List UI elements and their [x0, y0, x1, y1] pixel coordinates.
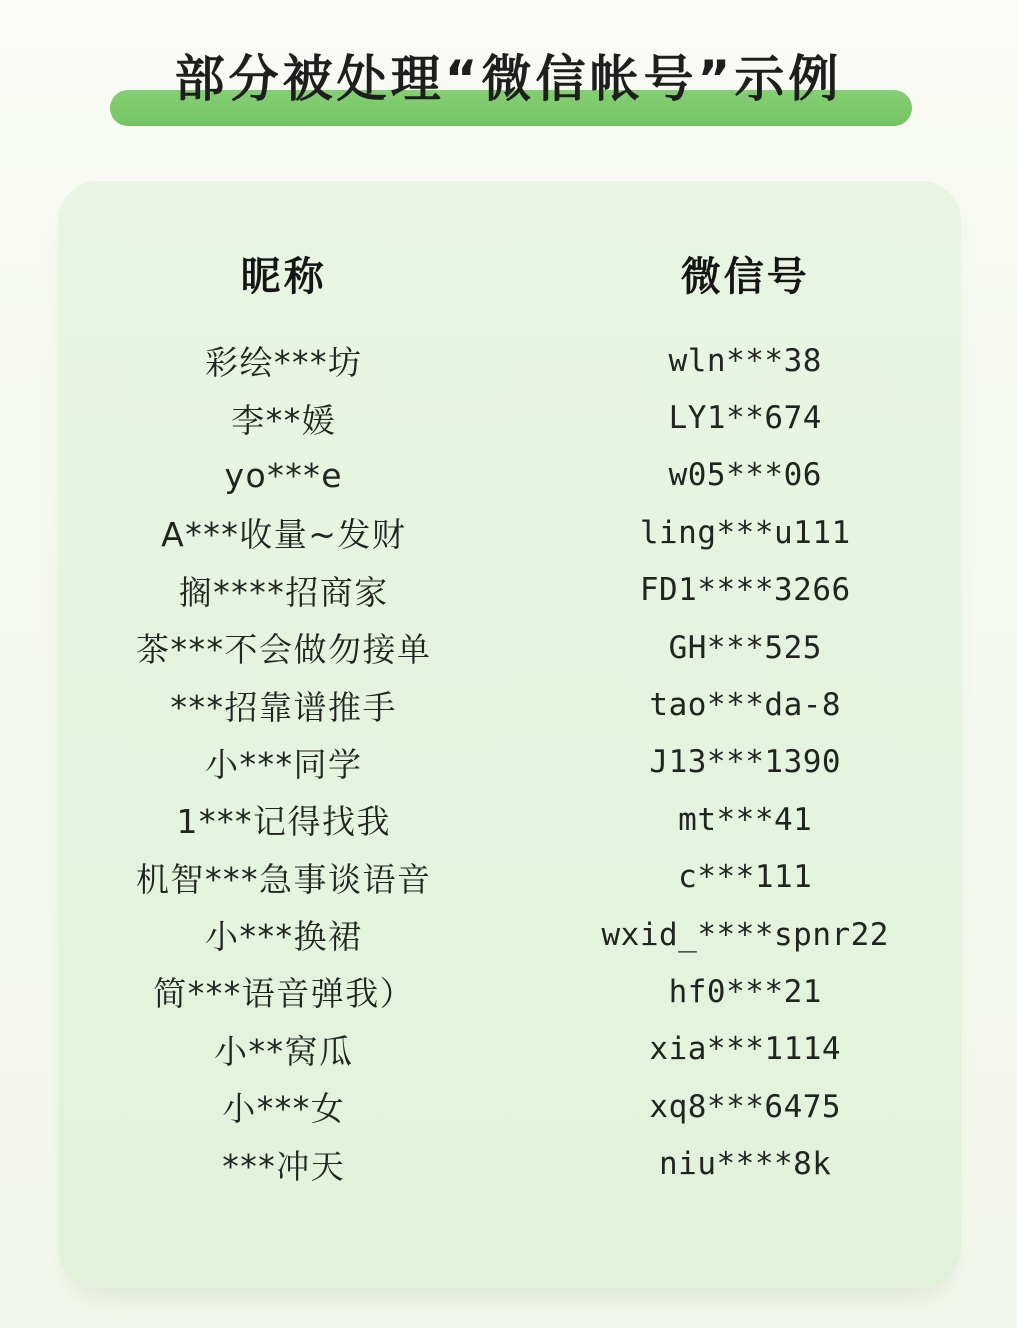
table-row [58, 447, 961, 504]
table-row [58, 791, 961, 848]
table-row [58, 963, 961, 1020]
wechat-id-cell: tao***da-8 [649, 687, 842, 724]
wechat-id-cell: ling***u111 [639, 514, 851, 551]
table-row [58, 734, 961, 791]
wechat-id-cell: J13***1390 [649, 744, 842, 781]
nickname-cell: 茶***不会做勿接单 [136, 630, 432, 670]
table-header-row [58, 245, 961, 299]
nickname-cell: 小***同学 [205, 744, 363, 784]
table-row [58, 1078, 961, 1135]
nickname-cell: 搁****招商家 [178, 572, 389, 612]
nickname-cell: 简***语音弹我） [153, 974, 415, 1014]
wechat-id-cell: xq8***6475 [649, 1088, 842, 1125]
wechat-id-cell: mt***41 [678, 801, 813, 838]
wechat-id-cell: GH***525 [668, 629, 822, 666]
table-row [58, 1135, 961, 1192]
nickname-cell: 1***记得找我 [176, 802, 391, 842]
table-row [58, 849, 961, 906]
wechat-id-cell: xia***1114 [649, 1031, 842, 1068]
page-header [0, 0, 1017, 160]
page-title: 部分被处理“微信帐号”示例 [174, 50, 843, 108]
wechat-id-cell: FD1****3266 [639, 572, 851, 609]
wechat-id-cell: wxid_****spnr22 [601, 916, 889, 953]
table-row [58, 619, 961, 676]
wechat-id-cell: c***111 [678, 859, 813, 896]
table-row [58, 676, 961, 733]
nickname-cell: 机智***急事谈语音 [136, 859, 432, 899]
nickname-cell: 小***换裙 [205, 917, 363, 957]
table-row [58, 1021, 961, 1078]
nickname-cell: A***收量~发财 [161, 515, 407, 555]
nickname-cell: yo***e [224, 455, 344, 495]
table-row [58, 332, 961, 389]
accounts-card [58, 181, 961, 1288]
wechat-id-cell: wln***38 [668, 342, 822, 379]
nickname-cell: ***冲天 [222, 1146, 346, 1186]
nickname-cell: 小**窝瓜 [214, 1031, 354, 1071]
wechat-id-cell: niu****8k [659, 1146, 832, 1183]
table-row [58, 389, 961, 446]
accounts-table [58, 245, 961, 1193]
nickname-cell: 彩绘***坊 [205, 343, 363, 383]
nickname-cell: 小***女 [222, 1089, 346, 1129]
wechat-id-cell: w05***06 [668, 457, 822, 494]
table-row [58, 562, 961, 619]
nickname-cell: 李**媛 [231, 400, 337, 440]
nickname-cell: ***招靠谱推手 [170, 687, 397, 727]
table-row [58, 906, 961, 963]
table-row [58, 504, 961, 561]
wechat-id-cell: hf0***21 [668, 973, 822, 1010]
column-header-wechat-id: 微信号 [680, 254, 810, 300]
wechat-id-cell: LY1**674 [668, 400, 822, 437]
column-header-nickname: 昵称 [240, 254, 327, 300]
table-body [58, 332, 961, 1193]
